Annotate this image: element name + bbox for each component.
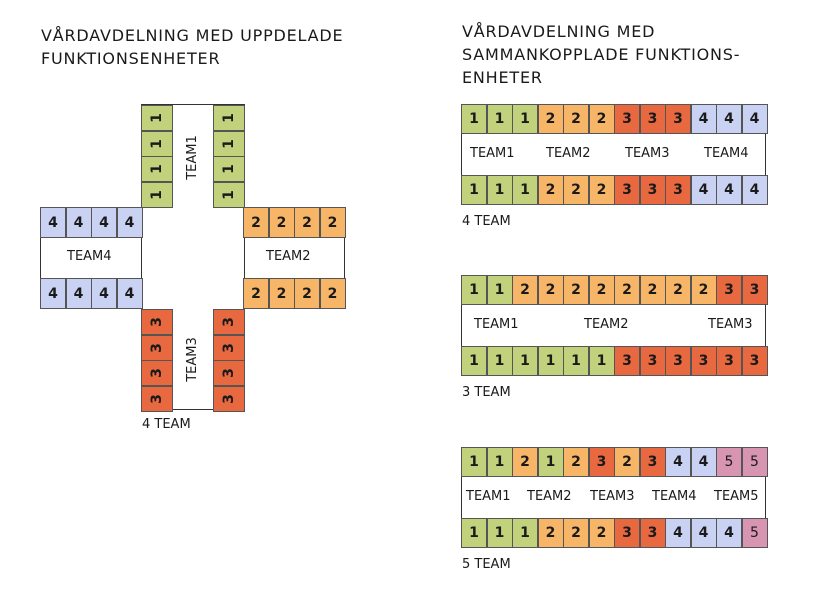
room-top bbox=[487, 275, 513, 305]
room-bottom bbox=[487, 175, 513, 205]
room-bottom bbox=[512, 175, 538, 205]
room-top-number: 3 bbox=[647, 454, 658, 470]
room-top-number: 4 bbox=[673, 454, 683, 470]
room-top bbox=[691, 104, 717, 134]
room-bottom bbox=[589, 518, 615, 548]
room-bottom-number: 3 bbox=[622, 525, 632, 541]
room-bottom-number: 3 bbox=[647, 525, 658, 541]
team1-room bbox=[213, 156, 245, 182]
right-title-line1: VÅRDAVDELNING MED bbox=[462, 22, 656, 41]
room-bottom bbox=[742, 346, 768, 376]
room-top-number: 3 bbox=[622, 111, 632, 127]
room-top-number: 1 bbox=[494, 111, 505, 127]
room-bottom bbox=[640, 518, 666, 548]
room-top-number: 4 bbox=[724, 111, 734, 127]
room-bottom bbox=[614, 175, 640, 205]
team2-room bbox=[320, 278, 346, 309]
team3-room bbox=[213, 360, 245, 386]
room-top-number: 2 bbox=[571, 111, 581, 127]
team4-room bbox=[40, 207, 66, 238]
team4-room bbox=[40, 278, 66, 309]
room-top bbox=[512, 104, 538, 134]
team1-room bbox=[213, 105, 245, 131]
team2-room-number: 2 bbox=[302, 214, 312, 231]
right-title bbox=[462, 20, 740, 89]
room-top bbox=[742, 275, 768, 305]
left-title-line1: VÅRDAVDELNING MED UPPDELADE bbox=[41, 26, 344, 45]
team-label: TEAM3 bbox=[708, 317, 753, 332]
ward-center bbox=[142, 208, 244, 306]
team1-room-number: 1 bbox=[149, 138, 165, 149]
room-top bbox=[487, 447, 513, 477]
room-bottom-number: 3 bbox=[622, 353, 632, 369]
room-bottom bbox=[665, 175, 691, 205]
team3-room bbox=[141, 309, 173, 335]
room-bottom bbox=[614, 346, 640, 376]
room-top-number: 2 bbox=[698, 282, 709, 298]
room-top bbox=[538, 447, 564, 477]
room-bottom bbox=[589, 346, 615, 376]
team2-room bbox=[294, 207, 320, 238]
room-top bbox=[563, 447, 589, 477]
team1-room bbox=[213, 182, 245, 208]
team-label: TEAM1 bbox=[466, 489, 511, 504]
team2-room-number: 2 bbox=[327, 214, 338, 231]
room-bottom bbox=[538, 346, 564, 376]
team2-room bbox=[269, 207, 295, 238]
room-top bbox=[512, 447, 538, 477]
room-top bbox=[665, 104, 691, 134]
room-top bbox=[691, 447, 717, 477]
room-top-number: 2 bbox=[520, 454, 530, 470]
room-top bbox=[461, 275, 487, 305]
room-bottom-number: 1 bbox=[520, 525, 530, 541]
block-caption: 4 TEAM bbox=[462, 214, 511, 229]
room-bottom-number: 3 bbox=[647, 182, 658, 198]
team1-room-number: 1 bbox=[221, 113, 237, 123]
room-top-number: 2 bbox=[622, 282, 632, 298]
room-bottom-number: 3 bbox=[698, 353, 709, 369]
room-bottom bbox=[461, 518, 487, 548]
room-top bbox=[563, 104, 589, 134]
room-bottom bbox=[614, 518, 640, 548]
team-label: TEAM3 bbox=[590, 489, 635, 504]
room-bottom bbox=[563, 346, 589, 376]
team2-room bbox=[269, 278, 295, 309]
team3-room-number: 3 bbox=[149, 342, 165, 353]
room-bottom-number: 3 bbox=[749, 353, 760, 369]
room-bottom-number: 2 bbox=[545, 182, 556, 198]
team3-room bbox=[141, 386, 173, 412]
team4-room bbox=[91, 207, 117, 238]
team4-room-number: 4 bbox=[48, 214, 58, 231]
room-bottom-number: 2 bbox=[571, 525, 581, 541]
room-top bbox=[589, 275, 615, 305]
room-top-number: 1 bbox=[469, 282, 479, 298]
room-top bbox=[640, 447, 666, 477]
team3-room bbox=[213, 386, 245, 412]
room-top-number: 3 bbox=[596, 454, 607, 470]
room-bottom-number: 2 bbox=[596, 182, 607, 198]
room-top-number: 2 bbox=[571, 282, 581, 298]
room-bottom-number: 3 bbox=[673, 182, 683, 198]
room-bottom-number: 3 bbox=[673, 353, 683, 369]
room-bottom-number: 4 bbox=[724, 525, 734, 541]
team1-room-number: 1 bbox=[149, 164, 165, 174]
team-label: TEAM2 bbox=[584, 317, 629, 332]
team1-room bbox=[141, 182, 173, 208]
room-top bbox=[461, 447, 487, 477]
room-top bbox=[716, 275, 742, 305]
room-top bbox=[691, 275, 717, 305]
room-bottom-number: 3 bbox=[622, 182, 632, 198]
team1-label: TEAM1 bbox=[184, 135, 200, 180]
team3-room-number: 3 bbox=[149, 393, 165, 404]
team1-room bbox=[213, 131, 245, 157]
room-bottom-number: 1 bbox=[469, 182, 479, 198]
room-top bbox=[589, 104, 615, 134]
room-top-number: 1 bbox=[494, 454, 505, 470]
team3-room-number: 3 bbox=[149, 368, 165, 378]
room-bottom-number: 2 bbox=[571, 182, 581, 198]
team4-room bbox=[66, 207, 92, 238]
team1-room-number: 1 bbox=[149, 113, 165, 123]
room-top bbox=[589, 447, 615, 477]
team1-room bbox=[141, 105, 173, 131]
room-bottom bbox=[716, 518, 742, 548]
room-top-number: 4 bbox=[698, 111, 709, 127]
team-label: TEAM4 bbox=[704, 146, 749, 161]
room-top-number: 1 bbox=[494, 282, 505, 298]
team3-room bbox=[213, 309, 245, 335]
room-top bbox=[614, 104, 640, 134]
room-top-number: 2 bbox=[545, 111, 556, 127]
room-top bbox=[512, 275, 538, 305]
room-top bbox=[742, 104, 768, 134]
team3-room bbox=[213, 335, 245, 361]
team2-room-number: 2 bbox=[302, 285, 312, 302]
room-bottom bbox=[742, 518, 768, 548]
room-top bbox=[665, 275, 691, 305]
room-top-number: 1 bbox=[469, 111, 479, 127]
room-bottom bbox=[665, 346, 691, 376]
right-title-line3: ENHETER bbox=[462, 68, 543, 87]
room-bottom bbox=[487, 346, 513, 376]
room-bottom-number: 2 bbox=[596, 525, 607, 541]
room-top-number: 2 bbox=[596, 282, 607, 298]
team-label: TEAM4 bbox=[652, 489, 697, 504]
room-top-number: 3 bbox=[673, 111, 683, 127]
room-bottom bbox=[461, 346, 487, 376]
team-label: TEAM1 bbox=[474, 317, 519, 332]
room-bottom-number: 1 bbox=[545, 353, 556, 369]
room-top-number: 1 bbox=[469, 454, 479, 470]
room-bottom bbox=[716, 175, 742, 205]
team4-room-number: 4 bbox=[124, 214, 135, 231]
team2-label: TEAM2 bbox=[266, 249, 311, 264]
team1-room-number: 1 bbox=[221, 164, 237, 174]
room-bottom-number: 4 bbox=[673, 525, 683, 541]
room-top bbox=[614, 447, 640, 477]
room-bottom-number: 4 bbox=[749, 182, 760, 198]
room-bottom bbox=[512, 518, 538, 548]
team4-room-number: 4 bbox=[73, 285, 84, 302]
team2-room bbox=[320, 207, 346, 238]
room-top bbox=[461, 104, 487, 134]
team3-room-number: 3 bbox=[221, 317, 237, 327]
team2-room bbox=[294, 278, 320, 309]
room-top-number: 2 bbox=[647, 282, 658, 298]
team-label: TEAM2 bbox=[527, 489, 572, 504]
room-top-number: 5 bbox=[724, 454, 734, 470]
left-title bbox=[41, 24, 343, 70]
room-bottom-number: 1 bbox=[494, 182, 505, 198]
room-bottom-number: 4 bbox=[724, 182, 734, 198]
team2-room-number: 2 bbox=[276, 285, 287, 302]
team2-room bbox=[243, 278, 269, 309]
room-top-number: 5 bbox=[750, 454, 759, 470]
team1-room bbox=[141, 131, 173, 157]
room-top-number: 2 bbox=[596, 111, 607, 127]
room-bottom bbox=[640, 175, 666, 205]
team2-room-number: 2 bbox=[276, 214, 287, 231]
team1-room bbox=[141, 156, 173, 182]
room-top bbox=[640, 104, 666, 134]
team1-room-number: 1 bbox=[221, 138, 237, 149]
team-label: TEAM2 bbox=[546, 146, 591, 161]
team4-room-number: 4 bbox=[99, 285, 109, 302]
left-caption: 4 TEAM bbox=[142, 417, 191, 432]
room-bottom bbox=[665, 518, 691, 548]
room-top-number: 4 bbox=[749, 111, 760, 127]
block-caption: 5 TEAM bbox=[462, 557, 511, 572]
room-bottom bbox=[461, 175, 487, 205]
room-bottom bbox=[563, 175, 589, 205]
room-top bbox=[487, 104, 513, 134]
room-bottom-number: 1 bbox=[571, 353, 581, 369]
room-bottom-number: 1 bbox=[469, 525, 479, 541]
team3-room bbox=[141, 360, 173, 386]
room-bottom bbox=[691, 346, 717, 376]
room-bottom bbox=[589, 175, 615, 205]
room-top bbox=[538, 104, 564, 134]
room-bottom bbox=[691, 518, 717, 548]
team4-room bbox=[117, 207, 143, 238]
team4-room bbox=[91, 278, 117, 309]
room-top bbox=[716, 104, 742, 134]
room-bottom-number: 5 bbox=[750, 525, 759, 541]
room-bottom-number: 4 bbox=[698, 182, 709, 198]
room-bottom-number: 1 bbox=[469, 353, 479, 369]
room-top bbox=[640, 275, 666, 305]
team4-room bbox=[117, 278, 143, 309]
room-top-number: 2 bbox=[622, 454, 632, 470]
team3-room bbox=[141, 335, 173, 361]
room-top-number: 1 bbox=[545, 454, 556, 470]
right-title-line2: SAMMANKOPPLADE FUNKTIONS- bbox=[462, 45, 741, 64]
room-top-number: 2 bbox=[673, 282, 683, 298]
room-bottom-number: 2 bbox=[545, 525, 556, 541]
team2-room-number: 2 bbox=[327, 285, 338, 302]
room-top-number: 2 bbox=[545, 282, 556, 298]
team-label: TEAM5 bbox=[714, 489, 759, 504]
team1-room-number: 1 bbox=[149, 189, 165, 200]
left-title-line2: FUNKTIONSENHETER bbox=[41, 49, 221, 68]
team-label: TEAM1 bbox=[470, 146, 515, 161]
team3-room-number: 3 bbox=[221, 342, 237, 353]
room-bottom bbox=[538, 518, 564, 548]
room-bottom-number: 3 bbox=[647, 353, 658, 369]
team2-room-number: 2 bbox=[251, 285, 261, 302]
block-caption: 3 TEAM bbox=[462, 385, 511, 400]
room-top bbox=[563, 275, 589, 305]
room-bottom-number: 1 bbox=[494, 525, 505, 541]
room-top-number: 3 bbox=[647, 111, 658, 127]
team3-room-number: 3 bbox=[149, 317, 165, 327]
room-bottom-number: 4 bbox=[698, 525, 709, 541]
team3-room-number: 3 bbox=[221, 393, 237, 404]
room-bottom bbox=[487, 518, 513, 548]
room-bottom-number: 1 bbox=[596, 353, 607, 369]
room-top-number: 2 bbox=[520, 282, 530, 298]
room-bottom bbox=[538, 175, 564, 205]
team3-room-number: 3 bbox=[221, 368, 237, 378]
room-bottom bbox=[691, 175, 717, 205]
team4-label: TEAM4 bbox=[67, 249, 112, 264]
room-top-number: 2 bbox=[571, 454, 581, 470]
room-top bbox=[665, 447, 691, 477]
team-label: TEAM3 bbox=[625, 146, 670, 161]
room-top bbox=[538, 275, 564, 305]
room-top bbox=[614, 275, 640, 305]
room-top-number: 3 bbox=[724, 282, 734, 298]
room-bottom-number: 1 bbox=[494, 353, 505, 369]
room-top-number: 1 bbox=[520, 111, 530, 127]
room-bottom-number: 1 bbox=[520, 182, 530, 198]
team1-room-number: 1 bbox=[221, 189, 237, 200]
room-bottom bbox=[742, 175, 768, 205]
team4-room-number: 4 bbox=[48, 285, 58, 302]
room-top bbox=[716, 447, 742, 477]
room-bottom bbox=[563, 518, 589, 548]
room-bottom bbox=[512, 346, 538, 376]
room-bottom-number: 3 bbox=[724, 353, 734, 369]
room-bottom bbox=[640, 346, 666, 376]
team3-label: TEAM3 bbox=[184, 337, 200, 382]
room-bottom bbox=[716, 346, 742, 376]
team4-room-number: 4 bbox=[124, 285, 135, 302]
team4-room-number: 4 bbox=[99, 214, 109, 231]
team2-room bbox=[243, 207, 269, 238]
room-top-number: 3 bbox=[749, 282, 760, 298]
team4-room-number: 4 bbox=[73, 214, 84, 231]
room-bottom-number: 1 bbox=[520, 353, 530, 369]
team2-room-number: 2 bbox=[251, 214, 261, 231]
room-top-number: 4 bbox=[698, 454, 709, 470]
team4-room bbox=[66, 278, 92, 309]
room-top bbox=[742, 447, 768, 477]
